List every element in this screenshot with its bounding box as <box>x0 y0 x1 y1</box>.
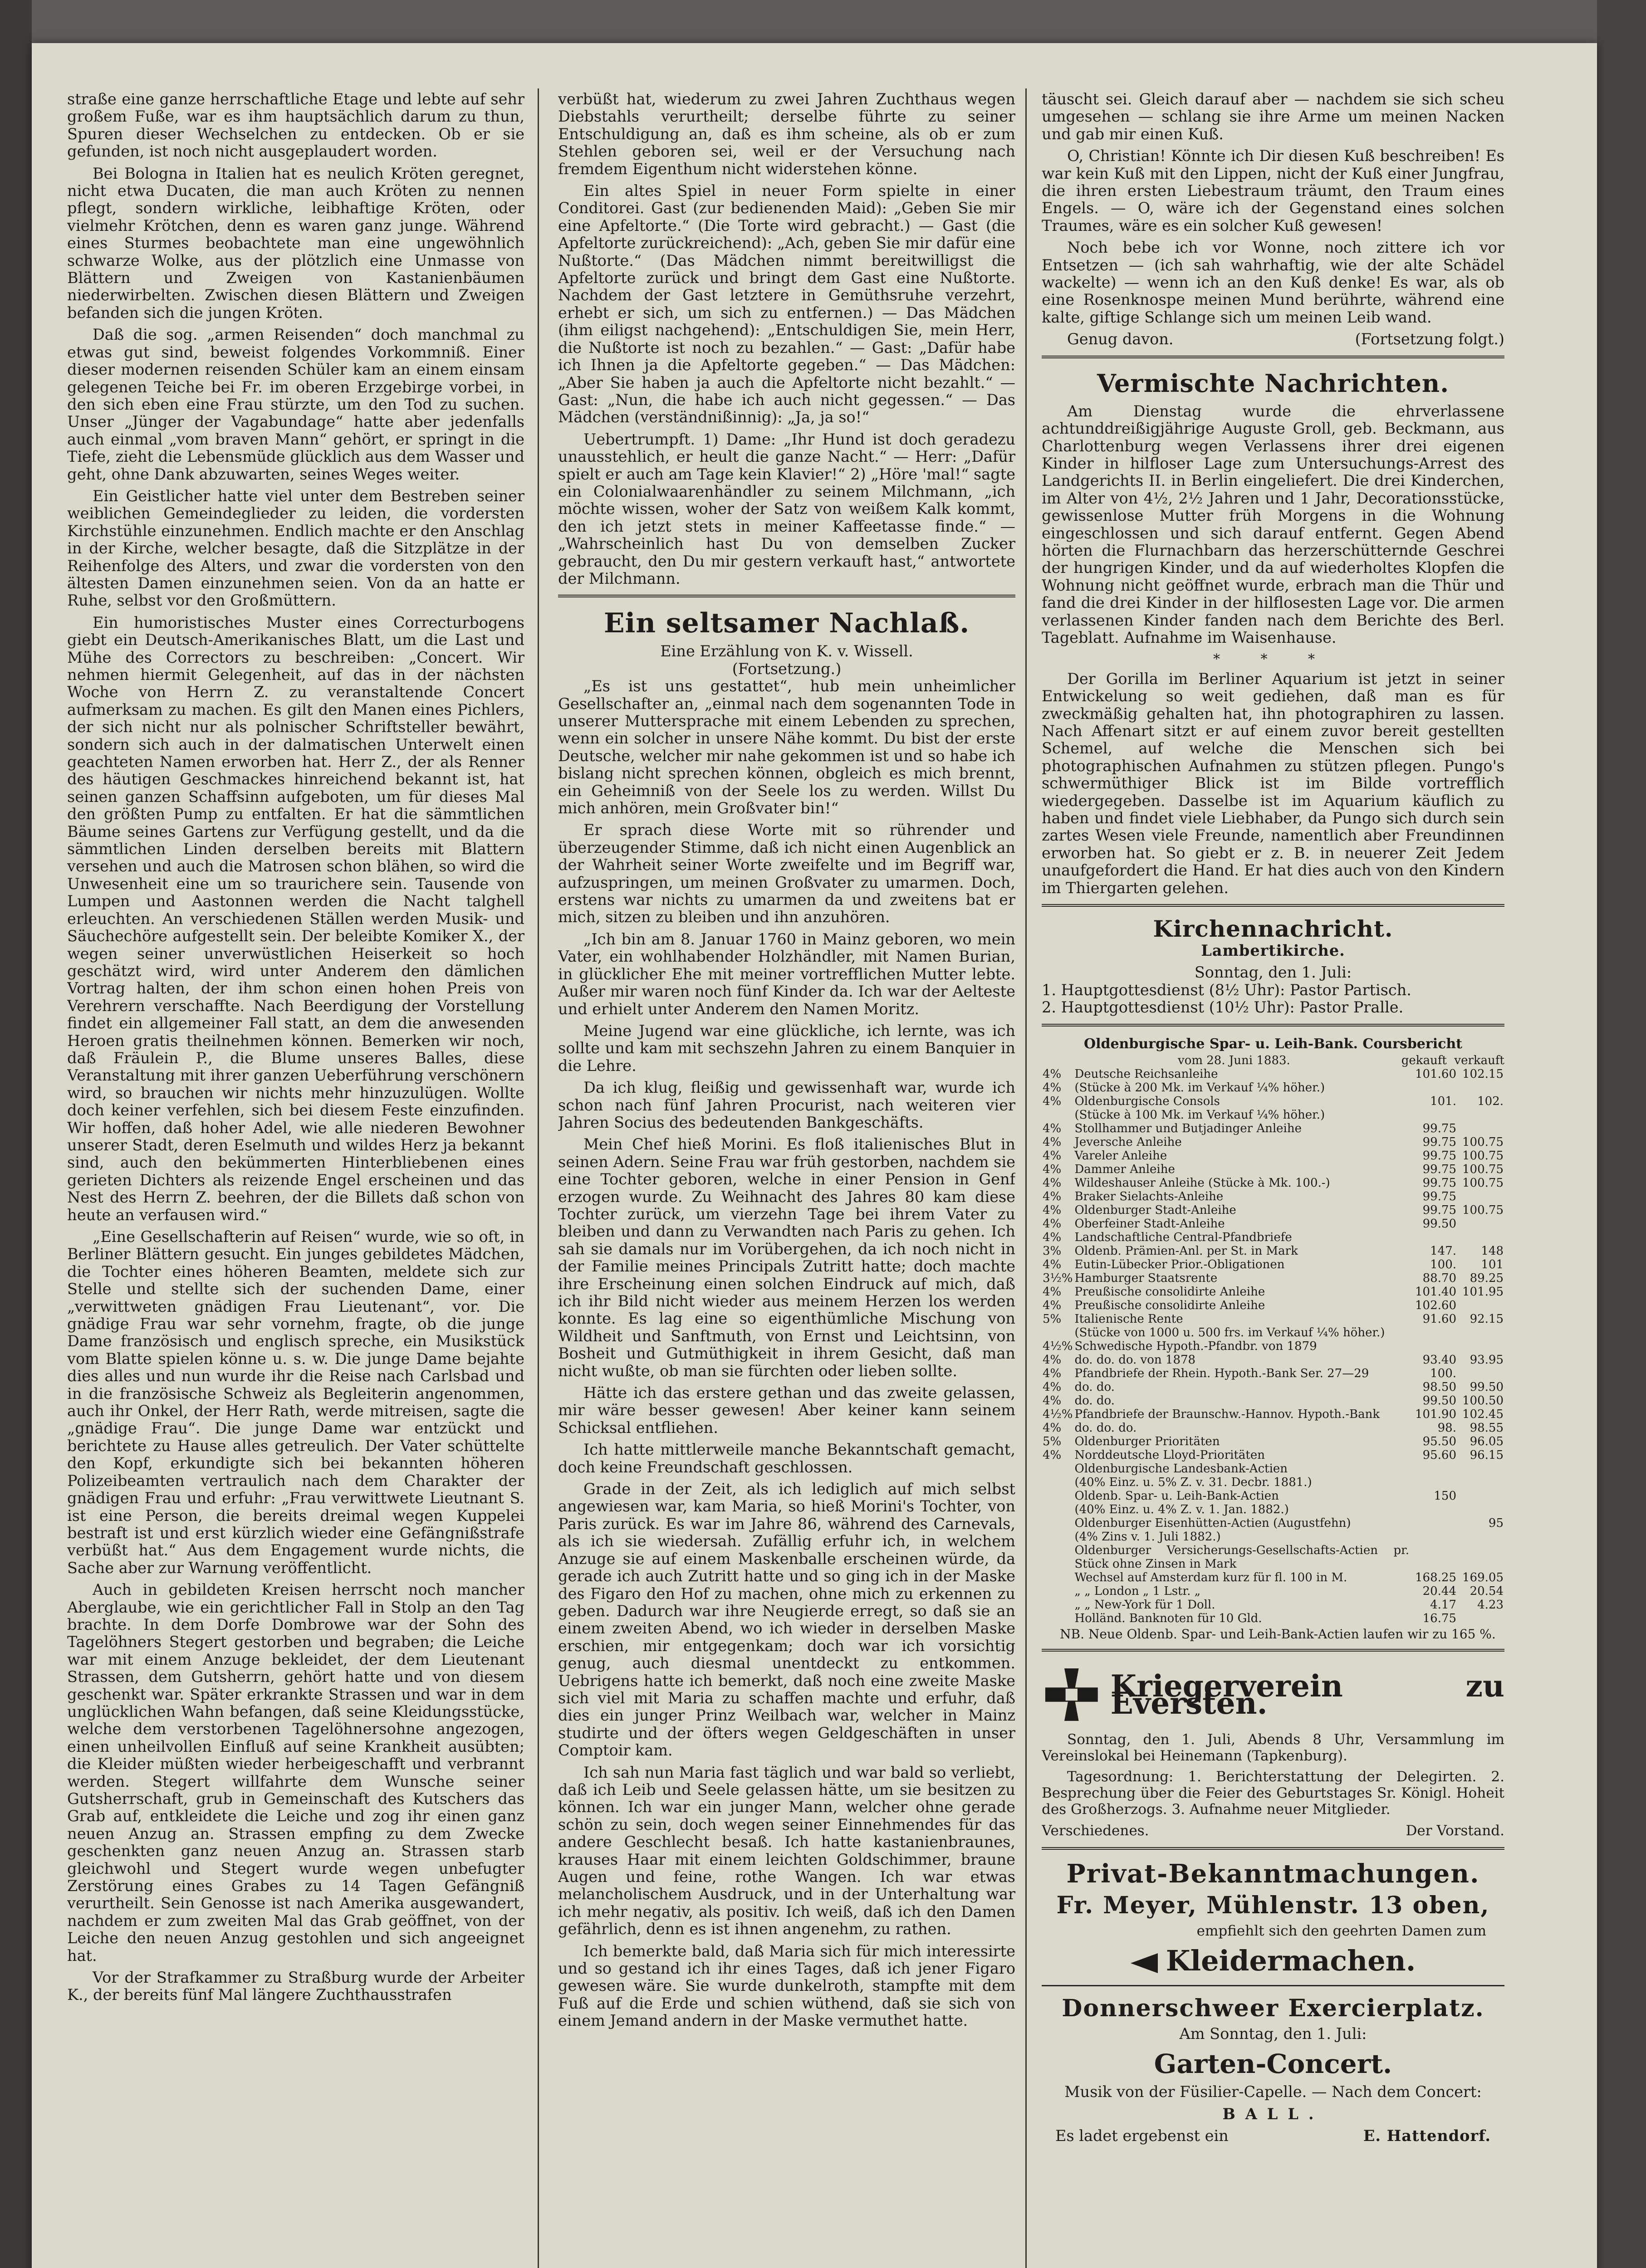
kurs-rate <box>1042 1503 1073 1516</box>
story-p8: Grade in der Zeit, als ich lediglich auf mich selbst angewiesen war, kam Maria, so hieß Morini's Tochter, von Paris zurück. Es war im Jahre 86, während des Carnevals, als ich sie wiedersah. Zufällig erfuhr ich, in welchem Anzuge sie auf einem Maskenballe erscheinen würde, da gerade ich auch Zutritt hatte und so ging ich in der Maske des Figaro den Hof zu machen, ohne mich zu erkennen zu geben. Dadurch war ihre Neugierde erregt, so daß sie an einem zweiten Abend, wo ich wieder in derselben Maske erschien, mir entgegenkam; doch war ich vorsichtig genug, auch diesmal unentdeckt zu entkommen. Uebrigens hatte ich bemerkt, daß noch eine zweite Maske sich viel mit Maria zu schaffen machte und erfuhr, daß dies ein junger Prinz Weilbach war, welcher in Mainz studirte und der öfters wegen Geldgeschäften in unser Comptoir kam. <box>558 1480 1015 1760</box>
kurs-sell: 100.75 <box>1462 1203 1504 1217</box>
kurs-buy: 20.44 <box>1422 1584 1456 1598</box>
kurs-buy <box>1410 1476 1457 1489</box>
kurs-row <box>1042 1421 1504 1435</box>
divider-vermischte <box>1042 356 1504 360</box>
kurs-name: Stollhammer und Butjadinger Anleihe <box>1074 1122 1302 1136</box>
krieger-sign: Der Vorstand. <box>1406 1823 1504 1839</box>
kurs-sell: 95 <box>1488 1516 1504 1530</box>
kurs-name: Oldenburgische Consols <box>1074 1095 1220 1109</box>
kurs-rate: 4% <box>1043 1353 1062 1367</box>
kurs-sell: 20.54 <box>1470 1584 1504 1598</box>
c2-p2: Uebertrumpft. 1) Dame: „Ihr Hund ist doch geradezu unausstehlich, er heult die ganze Nacht.“ — Herr: „Dafür spielt er auch am Tage kein Klavier!“ 2) „Höre 'mal!“ sagte ein Colonialwaarenhändler zu seinem Milchmann, „ich möchte wissen, woher der Satz von weißem Kalk kommt, den ich jetzt stets in meiner Kaffeetasse finde.“ — „Wahrscheinlich hast Du von demselben Zucker gebraucht, den Du mir gestern verkauft hast,“ antwortete der Milchmann. <box>558 430 1015 587</box>
kurs-rate <box>1042 1516 1073 1530</box>
kurs-name: do. do. <box>1074 1394 1115 1408</box>
kurs-row <box>1042 1271 1504 1285</box>
kurs-sell: 169.05 <box>1462 1571 1504 1585</box>
kurs-rate <box>1042 1326 1073 1339</box>
column-3 <box>1042 91 1504 2268</box>
kurs-row <box>1042 1217 1504 1231</box>
kurs-name: Oberfeiner Stadt-Anleihe <box>1074 1217 1225 1231</box>
kurs-buy: 98. <box>1437 1421 1456 1435</box>
vermischte-p0: Am Dienstag wurde die ehrverlassene achtunddreißigjährige Auguste Groll, geb. Beckmann, aus Charlottenburg wegen Verlassens ihrer drei eigenen Kinder in hilfloser Lage zum Untersuchungs-Arrest des Landgerichts II. in Berlin eingeliefert. Die drei Kinderchen, im Alter von 4½, 2½ Jahren und 1 Jahr, Decorationsstücke, gewissenlose Mutter früh Morgens in die Wohnung eingeschlossen und sich darauf entfernt. Gegen Abend hörten die Flurnachbarn das herzerschütternde Geschrei der hungrigen Kinder, und da auf wiederholtes Klopfen die Wohnung nicht geöffnet wurde, erbrach man die Thür und fand die drei Kinder in der hilflosesten Lage vor. Die armen verlassenen Kinder fanden nach dem Berichte des Berl. Tageblatt. Aufnahme im Waisenhause. <box>1042 402 1504 646</box>
c3-story-p0: täuscht sei. Gleich darauf aber — nachdem sie sich scheu umgesehen — schlang sie ihre Arme um meinen Nacken und gab mir einen Kuß. <box>1042 91 1504 143</box>
kurs-sell <box>1457 1503 1504 1516</box>
ball-label: BALL. <box>1222 2105 1324 2123</box>
meyer-tagline: empfiehlt sich den geehrten Damen zum <box>1196 1922 1486 1939</box>
kurs-name: do. do. do. von 1878 <box>1074 1353 1196 1367</box>
kurs-buy: 99.50 <box>1422 1394 1456 1408</box>
kurs-rate: 4% <box>1043 1095 1062 1109</box>
kurs-rate: 4% <box>1043 1149 1062 1163</box>
kurs-row <box>1042 1598 1504 1612</box>
kurs-buy <box>1410 1530 1457 1544</box>
story-p0: „Es ist uns gestattet“, hub mein unheimlicher Gesellschafter an, „einmal nach dem sogenannten Tode in unserer Muttersprache mit einem Lebenden zu sprechen, wenn ein solcher in unsere Nähe kommt. Du bist der erste Deutsche, welcher mir nahe gekommen ist und so habe ich bislang nicht sprechen können, obgleich es mich brennt, ein Geheimniß von der Seele los zu werden. Willst Du mich anhören, mein Großvater bin!“ <box>558 677 1015 817</box>
kurs-sell <box>1457 1367 1504 1380</box>
krieger-body: Sonntag, den 1. Juli, Abends 8 Uhr, Versammlung im Vereinslokal bei Heinemann (Tapkenburg). <box>1042 1731 1504 1765</box>
kurs-sell <box>1457 1108 1504 1122</box>
kurs-rate: 4½% <box>1043 1408 1073 1422</box>
kurs-row <box>1042 1584 1504 1598</box>
concert-footer <box>1042 2127 1504 2145</box>
krieger-footer <box>1042 1822 1504 1839</box>
kurs-rate: 4% <box>1043 1421 1062 1435</box>
kurs-name: Vareler Anleihe <box>1074 1149 1167 1163</box>
kurs-name: Norddeutsche Lloyd-Prioritäten <box>1074 1448 1265 1462</box>
kurs-sell <box>1457 1544 1504 1571</box>
kirchen-date: Sonntag, den 1. Juli: <box>1194 963 1352 982</box>
kurs-row <box>1042 1435 1504 1448</box>
story-subtitle: Eine Erzählung von K. v. Wissell. <box>660 642 913 660</box>
kurs-name: Landschaftliche Central-Pfandbriefe <box>1074 1231 1292 1245</box>
kurs-rate: 4% <box>1043 1394 1062 1408</box>
kurs-rate <box>1042 1476 1073 1489</box>
kurs-buy: 4.17 <box>1430 1598 1456 1612</box>
kleidermachen-text: Kleidermachen. <box>1166 1944 1416 1977</box>
kurs-row <box>1042 1231 1504 1244</box>
kurs-buy: 99.75 <box>1422 1190 1456 1204</box>
kirchen-item-1: 1. Hauptgottesdienst (8½ Uhr): Pastor Partisch. <box>1042 981 1411 999</box>
kurs-rate <box>1042 1108 1073 1122</box>
kurs-name: do. do. do. <box>1074 1421 1137 1435</box>
kurs-row <box>1042 1380 1504 1394</box>
kleidermachen-ad <box>1042 1944 1504 1978</box>
kurs-rate <box>1042 1544 1073 1571</box>
kurs-row <box>1042 1367 1504 1380</box>
story-p10: Ich bemerkte bald, daß Maria sich für mich interessirte und so gestand ich ihr eines Tages, daß ich jener Figaro gewesen wäre. Sie wurde dunkelroth, stampfte mit dem Fuß auf die Erde und schien wüthend, daß sie sich von einem Jemand andern in der Maske vermuthet hatte. <box>558 1942 1015 2030</box>
kurs-sell <box>1457 1122 1504 1135</box>
kurs-name: Hamburger Staatsrente <box>1074 1271 1218 1286</box>
c3-story-p1: O, Christian! Könnte ich Dir diesen Kuß beschreiben! Es war kein Kuß mit den Lippen, nicht der Kuß einer Jungfrau, die ihren ersten Liebestraum träumt, den Traum eines Engels. — O, wäre ich der Gegenstand eines solchen Traumes, wäre es ein solcher Kuß gewesen! <box>1042 147 1504 235</box>
kurs-sell: 92.15 <box>1470 1312 1504 1326</box>
concert-host: E. Hattendorf. <box>1363 2127 1491 2145</box>
kurs-sell: 148 <box>1481 1244 1504 1258</box>
c1-p6: Auch in gebildeten Kreisen herrscht noch mancher Aberglaube, wie ein gerichtlicher Fall in Stolp an den Tag brachte. In dem Dorfe Dombrowe war der Sohn des Tagelöhners Stegert gestorben und begraben; die Leiche war mit einem Anzuge bekleidet, der dem Lieutenant Strassen, dem Gutsherrn, gehört hatte und von diesem geschenkt war. Später erkrankte Strassen und war in dem unglücklichen Wahn befangen, daß seine Kleidungsstücke, welche dem verstorbenen Tagelöhnersohne angezogen, einen unheilvollen Einfluß auf seine Krankheit ausübten; die Kleider müßten wieder herbeigeschafft und verbrannt werden. Stegert willfahrte dem Wunsche seiner Gutsherrschaft, grub in Gemeinschaft des Kutschers das Grab auf, entkleidete die Leiche und zog ihr einen ganz neuen Anzug an. Strassen empfing zu dem Zwecke geschenkten ganz neuen Anzug an. Strassen starb gleichwohl und Stegert wurde wegen unbefugter Zerstörung eines Grabes zu 14 Tagen Gefängniß verurtheilt. Sein Genosse ist nach Amerika ausgewandert, nachdem er zum zweiten Mal das Grab geöffnet, von der Leiche den neuen Anzug gestohlen und sich angeeignet hat. <box>67 1581 524 1965</box>
kurs-buy: 99.75 <box>1422 1203 1456 1217</box>
kurs-buy: 102.60 <box>1415 1299 1456 1313</box>
kurs-rate: 4% <box>1043 1203 1062 1217</box>
kurs-row <box>1042 1503 1504 1516</box>
kurs-name: (Stücke von 1000 u. 500 frs. im Verkauf ¼% höher.) <box>1074 1326 1385 1340</box>
kurs-rate: 4% <box>1043 1299 1062 1313</box>
kurs-rate: 4% <box>1043 1067 1062 1081</box>
c1-p1: Bei Bologna in Italien hat es neulich Kröten geregnet, nicht etwa Ducaten, die man auch Kröten zu nennen pflegt, sondern wirkliche, leibhaftige Kröten, oder vielmehr Krötchen, denn es waren ganz junge. Während eines Sturmes beobachtete man eine ungewöhnlich schwarze Wolke, aus der plötzlich eine Unmasse von Blättern und Zweigen von Kastanienbäumen niederwirbelten. Zwischen diesen Blättern und Zweigen befanden sich die jungen Kröten. <box>67 164 524 322</box>
story-to-be-continued: (Fortsetzung folgt.) <box>1355 330 1504 348</box>
kurs-row <box>1042 1612 1504 1625</box>
kurs-sell: 100.75 <box>1462 1135 1504 1149</box>
kurs-row <box>1042 1163 1504 1176</box>
kurs-row <box>1042 1285 1504 1299</box>
kurs-buy: 99.75 <box>1422 1149 1456 1163</box>
kurs-name: Holländ. Banknoten für 10 Gld. <box>1074 1612 1262 1626</box>
kurs-name: Oldenb. Prämien-Anl. per St. in Mark <box>1074 1244 1298 1258</box>
kurs-rate: 4½% <box>1043 1339 1073 1354</box>
kurs-rate <box>1042 1489 1073 1503</box>
kurs-buy <box>1410 1231 1457 1244</box>
kirchen-title: Kirchennachricht. <box>1153 915 1393 943</box>
kurs-buy: 99.50 <box>1422 1217 1456 1231</box>
c3-story-p2: Noch bebe ich vor Wonne, noch zittere ich vor Entsetzen — (ich sah wahrhaftig, wie der alte Schädel wackelte) — wenn ich an den Kuß denke! Es war, als ob eine Rosenknospe meinen Mund berührte, während eine kalte, giftige Schlange sich um meinen Leib wand. <box>1042 239 1504 326</box>
kurs-buy: 95.60 <box>1422 1448 1456 1462</box>
divider-kurs <box>1042 1024 1504 1028</box>
kurs-row <box>1042 1258 1504 1271</box>
kurs-header <box>1042 1054 1504 1067</box>
kurs-rate: 4% <box>1043 1163 1062 1177</box>
kurs-buy: 95.50 <box>1422 1435 1456 1449</box>
iron-cross-icon <box>1042 1661 1102 1729</box>
kurs-row <box>1042 1339 1504 1353</box>
kurs-sell <box>1457 1081 1504 1095</box>
kurs-row <box>1042 1244 1504 1258</box>
kurs-sell <box>1457 1217 1504 1231</box>
kurs-sell: 4.23 <box>1477 1598 1504 1612</box>
column-rule-2 <box>1025 88 1027 2268</box>
kurs-sell: 100.75 <box>1462 1149 1504 1163</box>
kurs-rate: 4% <box>1043 1258 1062 1272</box>
kurs-buy: 16.75 <box>1422 1612 1456 1626</box>
kurs-row <box>1042 1448 1504 1462</box>
kurs-buy <box>1410 1326 1457 1339</box>
kurs-row <box>1042 1135 1504 1149</box>
kirchen-item-2: 2. Hauptgottesdienst (10½ Uhr): Pastor Pralle. <box>1042 998 1404 1017</box>
kurs-rate <box>1042 1462 1073 1476</box>
kurs-rate <box>1042 1530 1073 1544</box>
kurs-rate: 4% <box>1043 1081 1062 1095</box>
kurs-name: do. do. <box>1074 1380 1115 1394</box>
kurs-rate: 4% <box>1043 1217 1062 1231</box>
kurs-rate: 4% <box>1043 1190 1062 1204</box>
kurs-name: „ „ New-York für 1 Doll. <box>1074 1598 1215 1612</box>
kurs-h-verkauft: verkauft <box>1454 1054 1504 1068</box>
kurs-name: Oldenburger Eisenhütten-Actien (Augustfehn) <box>1074 1516 1351 1530</box>
concert-date: Am Sonntag, den 1. Juli: <box>1179 2024 1367 2043</box>
pointing-hand-icon <box>1131 1953 1158 1973</box>
kurs-rate: 4% <box>1043 1231 1062 1245</box>
kurs-buy: 147. <box>1430 1244 1456 1258</box>
kurs-row <box>1042 1108 1504 1122</box>
kurs-sell: 102.15 <box>1462 1067 1504 1081</box>
kurs-rate: 4% <box>1043 1176 1062 1190</box>
kurs-name: Preußische consolidirte Anleihe <box>1074 1285 1265 1299</box>
kurs-rate <box>1042 1571 1073 1584</box>
kurs-buy: 101. <box>1430 1095 1456 1109</box>
kurs-buy: 99.75 <box>1422 1135 1456 1149</box>
kurs-row <box>1042 1081 1504 1095</box>
krieger-title: Kriegerverein zu Eversten. <box>1110 1668 1504 1721</box>
kurs-table <box>1042 1067 1504 1625</box>
kurs-rate <box>1042 1598 1073 1612</box>
kurs-buy: 98.50 <box>1422 1380 1456 1394</box>
story-continuation: (Fortsetzung.) <box>732 660 842 678</box>
kurs-row <box>1042 1095 1504 1108</box>
kirchen-subtitle: Lambertikirche. <box>1201 942 1345 960</box>
kurs-sell <box>1457 1489 1504 1503</box>
kurs-rate: 4% <box>1043 1448 1062 1462</box>
kurs-rate: 4% <box>1043 1367 1062 1381</box>
newspaper-page <box>32 43 1597 2268</box>
kurs-buy <box>1410 1516 1457 1530</box>
kurs-rate: 3½% <box>1043 1271 1073 1286</box>
krieger-misc: Verschiedenes. <box>1042 1823 1149 1839</box>
kurs-h-gekauft: gekauft <box>1401 1054 1447 1068</box>
kurs-buy <box>1410 1544 1457 1571</box>
kurs-row <box>1042 1353 1504 1367</box>
kurs-name: (40% Einz. u. 5% Z. v. 31. Decbr. 1881.) <box>1074 1476 1312 1490</box>
kurs-buy <box>1410 1503 1457 1516</box>
kurs-buy: 168.25 <box>1415 1571 1456 1585</box>
column-2 <box>558 91 1015 2268</box>
story-p3: Meine Jugend war eine glückliche, ich lernte, was ich sollte und kam mit sechszehn Jahren zu einem Banquier in die Lehre. <box>558 1022 1015 1075</box>
kurs-sell: 100.75 <box>1462 1176 1504 1190</box>
krieger-agenda: Tagesordnung: 1. Berichterstattung der Delegirten. 2. Besprechung über die Feier des Geburtstages Sr. Königl. Hoheit des Großherzogs. 3. Aufnahme neuer Mitglieder. <box>1042 1769 1504 1818</box>
kurs-rate <box>1042 1612 1073 1625</box>
vermischte-title: Vermischte Nachrichten. <box>1097 368 1449 398</box>
kurs-name: Wechsel auf Amsterdam kurz für fl. 100 in M. <box>1074 1571 1347 1585</box>
kurs-buy: 99.75 <box>1422 1122 1456 1136</box>
stars-separator: * * * <box>1213 651 1333 668</box>
kurs-buy <box>1410 1339 1457 1353</box>
kurs-row <box>1042 1462 1504 1476</box>
c2-p1: Ein altes Spiel in neuer Form spielte in einer Conditorei. Gast (zur bedienenden Maid): „Geben Sie mir eine Apfeltorte.“ (Die Torte wird gebracht.) — Gast (die Apfeltorte zurückreichend): „Ach, geben Sie mir dafür eine Nußtorte.“ (Das Mädchen nimmt bereitwilligst die Apfeltorte zurück und bringt dem Gast eine Nußtorte. Nachdem der Gast letztere in Gemüthsruhe verzehrt, erhebt er sich, um sich zu entfernen.) — Das Mädchen (ihm eiligst nachgehend): „Entschuldigen Sie, mein Herr, die Nußtorte ist noch zu bezahlen.“ — Gast: „Dafür habe ich Ihnen ja die Apfeltorte gegeben.“ — Das Mädchen: „Aber Sie haben ja auch die Apfeltorte nicht bezahlt.“ — Gast: „Nun, die habe ich auch nicht gegessen.“ — Das Mädchen (verständnißinnig): „Ja, ja so!“ <box>558 182 1015 426</box>
kurs-row <box>1042 1312 1504 1326</box>
kurs-date: vom 28. Juni 1883. <box>1178 1054 1290 1068</box>
story-end-line <box>1042 331 1504 348</box>
kurs-sell <box>1457 1299 1504 1312</box>
kurs-name: Oldenburger Prioritäten <box>1074 1435 1220 1449</box>
kurs-row <box>1042 1394 1504 1408</box>
divider-concert <box>1042 1985 1504 1986</box>
divider-kirchen <box>1042 904 1504 909</box>
kurs-sell: 101 <box>1481 1258 1504 1272</box>
c1-p3: Ein Geistlicher hatte viel unter dem Bestreben seiner weiblichen Gemeindeglieder zu leiden, die vordersten Kirchstühle einzunehmen. Endlich machte er den Anschlag in der Kirche, welcher besagte, daß die Sitzplätze in der Reihenfolge des Alters, und zwar die vordersten von den ältesten Damen einzunehmen seien. Von da an hatte er Ruhe, selbst vor den Großmüttern. <box>67 487 524 610</box>
kurs-name: Pfandbriefe der Braunschw.-Hannov. Hypoth.-Bank <box>1074 1408 1380 1422</box>
kurs-name: Jeversche Anleihe <box>1074 1135 1182 1149</box>
kurs-name: Deutsche Reichsanleihe <box>1074 1067 1218 1081</box>
c2-p0: verbüßt hat, wiederum zu zwei Jahren Zuchthaus wegen Diebstahls verurtheilt; derselbe führte zu seiner Entschuldigung an, daß es ihm scheine, als ob er zum Stehlen geboren sei, weil er der Versuchung nach fremdem Eigenthum nicht widerstehen könne. <box>558 91 1015 178</box>
story-end: Genug davon. <box>1067 330 1174 348</box>
kurs-name: Dammer Anleihe <box>1074 1163 1175 1177</box>
story-p5: Mein Chef hieß Morini. Es floß italienisches Blut in seinen Adern. Seine Frau war früh gestorben, nachdem sie eine Tochter geboren, welche in einer Pension in Genf erzogen wurde. Zu Weihnacht des Jahres 80 kam diese Tochter zurück, um vierzehn Tage bei ihrem Vater zu bleiben und dann zu Verwandten nach Paris zu gehen. Ich sah sie damals nur im Vorübergehen, da ich noch nicht in der Familie meines Principals Zutritt hatte; doch machte ihre Erscheinung einen solchen Eindruck auf mich, daß ich ihr Bild nicht wieder aus meinem Herzen los werden konnte. Es lag eine so eigenthümliche Mischung von Wildheit und Sanftmuth, von Ernst und Leichtsinn, von Bosheit und Gutmüthigkeit in ihrem Gesicht, daß man nicht wußte, ob man sie fürchten oder lieben sollte. <box>558 1135 1015 1380</box>
kurs-rate <box>1042 1584 1073 1598</box>
kurs-row <box>1042 1326 1504 1339</box>
kurs-name: Oldenb. Spar- u. Leih-Bank-Actien <box>1074 1489 1279 1503</box>
kurs-sell: 100.50 <box>1462 1394 1504 1408</box>
kurs-row <box>1042 1176 1504 1190</box>
kurs-row <box>1042 1516 1504 1530</box>
kurs-sell: 96.15 <box>1470 1448 1504 1462</box>
kurs-buy: 99.75 <box>1422 1163 1456 1177</box>
kurs-sell <box>1457 1462 1504 1476</box>
kurs-title: Oldenburgische Spar- u. Leih-Bank. Coursbericht <box>1083 1036 1463 1052</box>
kurs-row <box>1042 1299 1504 1312</box>
divider-privat <box>1042 1847 1504 1852</box>
kurs-name: Preußische consolidirte Anleihe <box>1074 1299 1265 1313</box>
kurs-sell <box>1457 1190 1504 1203</box>
c1-p5: „Eine Gesellschafterin auf Reisen“ wurde, wie so oft, in Berliner Blättern gesucht. Ein junges gebildetes Mädchen, die Tochter eines höheren Beamten, meldete sich zur Stelle und stellte sich der suchenden Dame, einer „verwittweten gnädigen Frau Lieutenant“, vor. Die gnädige Frau war sehr vornehm, fragte, ob die junge Dame französisch und englisch spreche, ein Musikstück vom Blatte spielen könne u. s. w. Die junge Dame bejahte dies alles und nun wurde ihr die Reise nach Carlsbad und in die französische Schweiz als Begleiterin angenommen, auch ihr Onkel, der Herr Rath, werde mitreisen, sagte die „gnädige Frau“. Die junge Dame war entzückt und berichtete zu Hause alles getreulich. Der Vater schüttelte den Kopf, erkundigte sich bei bekannten höheren Polizeibeamten vertraulich nach dem Charakter der gnädigen Frau und erfuhr: „Frau verwittwete Lieutnant S. ist eine Person, die bereits dreimal wegen Kuppelei bestraft ist und erst kürzlich wieder eine Gefängnißstrafe verbüßt hat.“ Aus dem Engagement wurde nichts, die Sache aber zur Warnung veröffentlicht. <box>67 1228 524 1577</box>
kurs-name: „ „ London „ 1 Lstr. „ <box>1074 1584 1201 1598</box>
vermischte-p1: Der Gorilla im Berliner Aquarium ist jetzt in seiner Entwickelung so weit gediehen, daß man es für zweckmäßig gehalten hat, ihn photographiren zu lassen. Nach Affenart sitzt er auf einem zuvor bereit gestellten Schemel, auf welche die Menschen sich bei photographischen Aufnahmen zu stützen pflegen. Pungo's schwermüthiger Blick ist im Bilde vortrefflich wiedergegeben. Dasselbe ist im Aquarium käuflich zu haben und findet viele Liebhaber, da Pungo sich durch sein zartes Wesen viele Freunde, namentlich aber Freundinnen erworben hat. So giebt er z. B. in neuerer Zeit Jedem unaufgefordert die Hand. Er hat dies auch von den Kindern im Thiergarten gelehen. <box>1042 670 1504 897</box>
kurs-rate: 5% <box>1043 1435 1062 1449</box>
kurs-buy <box>1410 1081 1457 1095</box>
kurs-buy <box>1410 1462 1457 1476</box>
garten-concert-title: Garten-Concert. <box>1154 2048 1392 2080</box>
kurs-buy <box>1410 1108 1457 1122</box>
kurs-sell: 99.50 <box>1470 1380 1504 1394</box>
kurs-buy: 101.60 <box>1415 1067 1456 1081</box>
kurs-row <box>1042 1122 1504 1135</box>
kurs-row <box>1042 1530 1504 1544</box>
kurs-rate: 5% <box>1043 1312 1062 1326</box>
kurs-sell <box>1457 1326 1504 1339</box>
kurs-sell: 102. <box>1477 1095 1504 1109</box>
kurs-buy: 99.75 <box>1422 1176 1456 1190</box>
c1-p4: Ein humoristisches Muster eines Correcturbogens giebt ein Deutsch-Amerikanisches Blatt, um die Last und Mühe des Correctors zu beschreiben: „Concert. Wir nehmen hiermit Gelegenheit, auf das in der nächsten Woche von Herrn Z. zu veranstaltende Concert aufmerksam zu machen. Es gilt den Manen eines Pichlers, der sich nicht nur als polnischer Schriftsteller bewährt, sondern sich auch in der dalmatischen Unterwelt einen geachteten Namen erworben hat. Herr Z., der als Renner des häutigen Geschmackes hinreichend bekannt ist, hat seinen ganzen Schaffsinn aufgeboten, um für dieses Mal den größten Pump zu entfalten. Er hat die sämmtlichen Bäume seines Gartens zur Verfügung gestellt, und da die sämmtlichen Linden derselben bereits mit Blattern versehen und auch die Matrosen schon blähen, so wird die Unwesenheit eine um so traurichere sein. Tausende von Lumpen und Aastonnen werden die Nacht talghell erleuchten. An verschiedenen Ställen werden Musik- und Säuchechöre aufgestellt sein. Der beleibte Komiker X., der wegen seiner unverwüstlichen Heiserkeit so hoch geschätzt wird, wird unter Anderem den dämlichen Vortrag halten, der ihm schon einen hohen Preis von Verehrern verschaffte. Nach Beerdigung der Vorstellung findet ein allgemeiner Fall statt, an dem die anwesenden Heroen gratis theilnehmen können. Bemerken wir noch, daß Fräulein P., die Blume unseres Balles, diese Veranstaltung mit ihrer ganzen Ueberführung verschönern wird, so brauchen wir nichts mehr hinzuzulügen. Wollte doch keiner verfehlen, sich bei diesem Feste einzufinden. Wir hoffen, daß hoher Adel, wie alle niederen Bewohner unserer Stadt, deren Eselmuth und wildes Herz ja bekannt sind, auch den bekümmerten Hinterbliebenen eines gerieten Dichters als reizende Engel erscheinen und das Nest des Herrn Z. beehren, der die Billets daß schon von heute an verfausen wird.“ <box>67 613 524 1224</box>
story-p6: Hätte ich das erstere gethan und das zweite gelassen, mir wäre besser gewesen! Aber keiner kann seinem Schicksal entfliehen. <box>558 1384 1015 1437</box>
kurs-note: NB. Neue Oldenb. Spar- und Leih-Bank-Actien laufen wir zu 165 %. <box>1060 1627 1496 1642</box>
exercierplatz-title: Donnerschweer Exercierplatz. <box>1062 1994 1484 2022</box>
kurs-sell <box>1457 1339 1504 1353</box>
kurs-rate: 4% <box>1043 1122 1062 1136</box>
story-p4: Da ich klug, fleißig und gewissenhaft war, wurde ich schon nach fünf Jahren Procurist, nach weiteren vier Jahren Socius des bedeutenden Bankgeschäfts. <box>558 1079 1015 1131</box>
story-divider <box>558 595 1015 599</box>
kurs-sell: 102.45 <box>1462 1408 1504 1422</box>
kurs-row <box>1042 1571 1504 1584</box>
kurs-rate: 4% <box>1043 1380 1062 1394</box>
story-p2: „Ich bin am 8. Januar 1760 in Mainz geboren, wo mein Vater, ein wohlhabender Holzhändler, mit Namen Burian, in glücklicher Ehe mit meiner vortrefflichen Mutter lebte. Außer mir waren noch fünf Kinder da. Ich war der Aelteste und erhielt unter Anderem den Namen Moritz. <box>558 930 1015 1018</box>
kurs-buy: 150 <box>1434 1489 1456 1503</box>
kurs-name: Oldenburgische Landesbank-Actien <box>1074 1462 1288 1476</box>
story-p1: Er sprach diese Worte mit so rührender und überzeugender Stimme, daß ich nicht einen Augenblick an der Wahrheit seiner Worte zweifelte und im Begriff war, aufzuspringen, um meinen Großvater zu umarmen. Doch, erstens war nichts zu umarmen da und zweitens bat er mich, sitzen zu bleiben und ihn anzuhören. <box>558 821 1015 926</box>
kurs-sell: 98.55 <box>1470 1421 1504 1435</box>
story-p7: Ich hatte mittlerweile manche Bekanntschaft gemacht, doch keine Freundschaft geschlossen. <box>558 1441 1015 1476</box>
kurs-buy: 88.70 <box>1422 1271 1456 1286</box>
kurs-row <box>1042 1203 1504 1217</box>
kurs-sell: 96.05 <box>1470 1435 1504 1449</box>
kurs-name: Italienische Rente <box>1074 1312 1183 1326</box>
kurs-col-heads <box>1401 1054 1504 1067</box>
kurs-name: (Stücke à 200 Mk. im Verkauf ¼% höher.) <box>1074 1081 1325 1095</box>
privat-title: Privat-Bekanntmachungen. <box>1066 1858 1480 1889</box>
kurs-sell: 101.95 <box>1462 1285 1504 1299</box>
c1-p7: Vor der Strafkammer zu Straßburg wurde der Arbeiter K., der bereits fünf Mal längere Zuchthausstrafen <box>67 1969 524 2004</box>
kurs-name: (4% Zins v. 1. Juli 1882.) <box>1074 1530 1221 1544</box>
concert-music: Musik von der Füsilier-Capelle. — Nach dem Concert: <box>1064 2083 1482 2101</box>
concert-invite: Es ladet ergebenst ein <box>1055 2127 1229 2145</box>
column-1 <box>67 91 524 2268</box>
kurs-row <box>1042 1408 1504 1421</box>
kurs-name: (Stücke à 100 Mk. im Verkauf ¼% höher.) <box>1074 1108 1325 1122</box>
kurs-sell <box>1457 1231 1504 1244</box>
kurs-sell: 89.25 <box>1470 1271 1504 1286</box>
kurs-row <box>1042 1190 1504 1203</box>
kurs-buy: 91.60 <box>1422 1312 1456 1326</box>
kurs-row <box>1042 1476 1504 1489</box>
kurs-name: Eutin-Lübecker Prior.-Obligationen <box>1074 1258 1285 1272</box>
kurs-sell <box>1457 1612 1504 1625</box>
kurs-rate: 3% <box>1043 1244 1062 1258</box>
kurs-buy: 93.40 <box>1422 1353 1456 1367</box>
kurs-row <box>1042 1149 1504 1163</box>
kurs-sell: 93.95 <box>1470 1353 1504 1367</box>
kurs-sell <box>1457 1530 1504 1544</box>
kurs-rate: 4% <box>1043 1285 1062 1299</box>
kurs-row <box>1042 1489 1504 1503</box>
kurs-buy: 100. <box>1430 1258 1456 1272</box>
c1-p2: Daß die sog. „armen Reisenden“ doch manchmal zu etwas gut sind, beweist folgendes Vorkommniß. Einer dieser modernen reisenden Schüler kam an einem einsam gelegenen Teiche bei Fr. im oberen Erzgebirge vorbei, in den sich eben eine Frau stürzte, um den Tod zu suchen. Unser „Jünger der Vagabundage“ hatte aber jedenfalls auch einmal „vom braven Mann“ gehört, er springt in die Tiefe, zieht die Lebensmüde glücklich aus dem Wasser und geht, ohne Dank abzuwarten, seines Weges weiter. <box>67 326 524 483</box>
kurs-name: Oldenburger Versicherungs-Gesellschafts-Actien pr. Stück ohne Zinsen in Mark <box>1074 1544 1409 1571</box>
kurs-row <box>1042 1544 1504 1571</box>
kurs-name: Schwedische Hypoth.-Pfandbr. von 1879 <box>1074 1339 1317 1354</box>
kurs-buy: 100. <box>1430 1367 1456 1381</box>
kurs-name: Oldenburger Stadt-Anleihe <box>1074 1203 1236 1217</box>
kurs-row <box>1042 1067 1504 1081</box>
meyer-name: Fr. Meyer, Mühlenstr. 13 oben, <box>1056 1891 1490 1919</box>
kurs-sell <box>1457 1476 1504 1489</box>
right-page-shadow <box>1597 0 1646 2268</box>
krieger-header <box>1042 1661 1504 1729</box>
kurs-name: Wildeshauser Anleihe (Stücke à Mk. 100.-) <box>1074 1176 1330 1190</box>
kurs-buy: 101.40 <box>1415 1285 1456 1299</box>
left-page-edge <box>0 0 32 2268</box>
story-p9: Ich sah nun Maria fast täglich und war bald so verliebt, daß ich Leib und Seele gelassen hätte, um sie besitzen zu können. Ich war ein junger Mann, welcher ohne gerade schön zu sein, doch wegen seiner Einnehmendes für das andere Geschlecht besaß. Ich hatte kastanienbraunes, krauses Haar mit einem leichten Goldschimmer, braune Augen und feine, rothe Wangen. Ich war etwas melancholischem Ausdruck, und in der Unterhaltung war ich mehr negativ, als positiv. Ich weiß, daß ich den Damen gefährlich, denn es ist ihnen angenehm, zu rathen. <box>558 1763 1015 1938</box>
kurs-buy: 101.90 <box>1415 1408 1456 1422</box>
story-title: Ein seltsamer Nachlaß. <box>603 607 970 640</box>
c1-p0: straße eine ganze herrschaftliche Etage und lebte auf sehr großem Fuße, war es ihm hauptsächlich darum zu thun, Spuren dieser Wechselchen zu entdecken. Ob er sie gefunden, ist noch nicht ausgeplaudert worden. <box>67 91 524 161</box>
kurs-name: Pfandbriefe der Rhein. Hypoth.-Bank Ser. 27—29 <box>1074 1367 1369 1381</box>
kurs-name: Braker Sielachts-Anleihe <box>1074 1190 1224 1204</box>
kurs-rate: 4% <box>1043 1135 1062 1149</box>
divider-krieger <box>1042 1649 1504 1653</box>
kurs-name: (40% Einz. u. 4% Z. v. 1. Jan. 1882.) <box>1074 1503 1289 1517</box>
column-rule-1 <box>538 88 539 2268</box>
kurs-sell: 100.75 <box>1462 1163 1504 1177</box>
